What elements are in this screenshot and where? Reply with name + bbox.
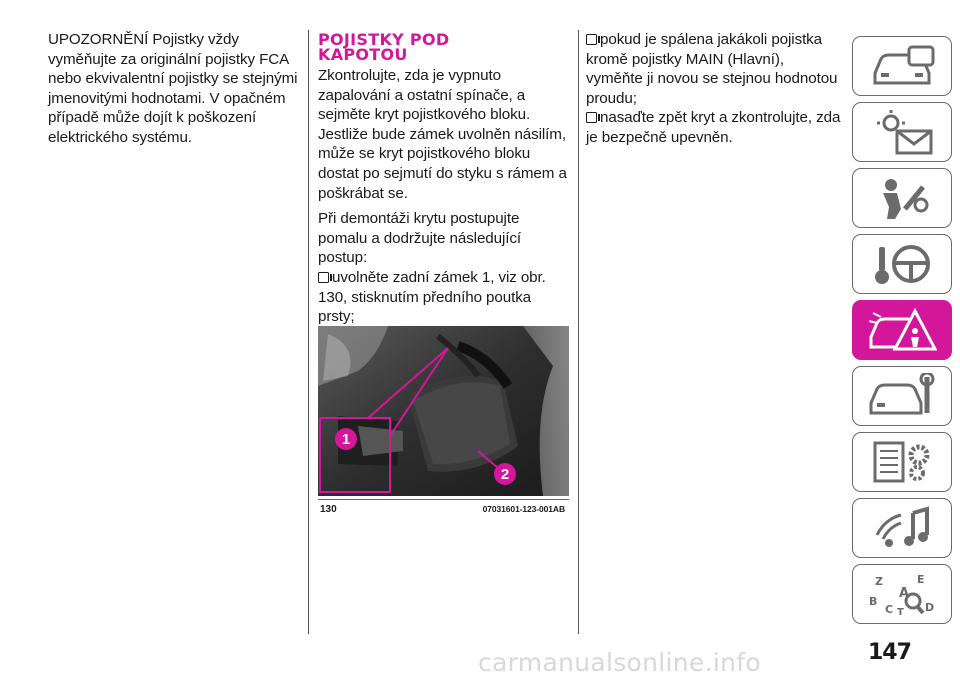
bullet-icon: [586, 34, 597, 45]
svg-text:Z: Z: [875, 575, 883, 588]
svg-text:A: A: [899, 586, 910, 601]
car-emergency-icon: [867, 307, 937, 353]
page-number: 147: [868, 640, 911, 665]
figure-code: 07031601-123-001AB: [482, 504, 565, 514]
svg-text:E: E: [917, 573, 925, 586]
tab-maintenance[interactable]: [852, 366, 952, 426]
tab-index[interactable]: [852, 564, 952, 624]
column-divider: [308, 30, 309, 634]
steering-key-icon: [867, 241, 937, 287]
svg-text:C: C: [885, 603, 894, 616]
step-item: nasaďte zpět kryt a zkontrolujte, zda je bezpečně upevněn.: [586, 109, 841, 146]
car-dashboard-icon: [867, 43, 937, 89]
svg-text:T: T: [897, 607, 904, 617]
tab-safety[interactable]: [852, 168, 952, 228]
tab-emergency[interactable]: [852, 300, 952, 360]
step-item: pokud je spálena jakákoli pojistka kromě pojistky MAIN (Hlavní), vyměňte ji novou se stejnou hodnotou proudu;: [586, 31, 838, 107]
tab-starting-driving[interactable]: [852, 234, 952, 294]
procedure-paragraph: Při demontáži krytu postupujte pomalu a dodržujte následující postup:: [318, 210, 522, 267]
svg-text:B: B: [869, 595, 878, 608]
section-heading: POJISTKY POD KAPOTOU: [318, 30, 450, 64]
watermark: carmanualsonline.info: [478, 648, 761, 677]
tab-dashboard[interactable]: [852, 36, 952, 96]
callout-1: 1: [341, 431, 351, 448]
left-column: [48, 30, 298, 154]
specs-gears-icon: [867, 439, 937, 485]
figure-number: 130: [320, 504, 337, 515]
bullet-icon: [586, 112, 597, 123]
index-alphabet-icon: [867, 571, 937, 617]
tab-multimedia[interactable]: [852, 498, 952, 558]
airbag-person-icon: [867, 175, 937, 221]
tab-technical-data[interactable]: [852, 432, 952, 492]
warning-text: UPOZORNĚNÍ Pojistky vždy vyměňujte za originální pojistky FCA nebo ekvivalentní pojistky se stejnými jmenovitými hodnotami. V opačném případě může dojít k poškození elektrického systému.: [48, 31, 298, 146]
figure-caption: [318, 499, 569, 517]
bullet-icon: [318, 272, 329, 283]
car-maintenance-icon: [867, 373, 937, 419]
fuse-box-photo: [318, 326, 569, 496]
svg-text:D: D: [925, 601, 935, 614]
callout-2: 2: [500, 466, 510, 483]
warning-lights-icon: [867, 109, 937, 155]
right-column: [586, 30, 844, 148]
column-divider: [578, 30, 579, 634]
intro-paragraph: Zkontrolujte, zda je vypnuto zapalování a ostatní spínače, a sejměte kryt pojistkového bloku. Jestliže bude zámek uvolněn násilím, může se kryt pojistkového bloku dostat po sejmutí do styku s rámem a poškrábat se.: [318, 67, 567, 202]
step-item: uvolněte zadní zámek 1, viz obr. 130, stisknutím předního poutka prsty;: [318, 268, 546, 326]
multimedia-music-icon: [867, 505, 937, 551]
tab-warning-lights[interactable]: [852, 102, 952, 162]
